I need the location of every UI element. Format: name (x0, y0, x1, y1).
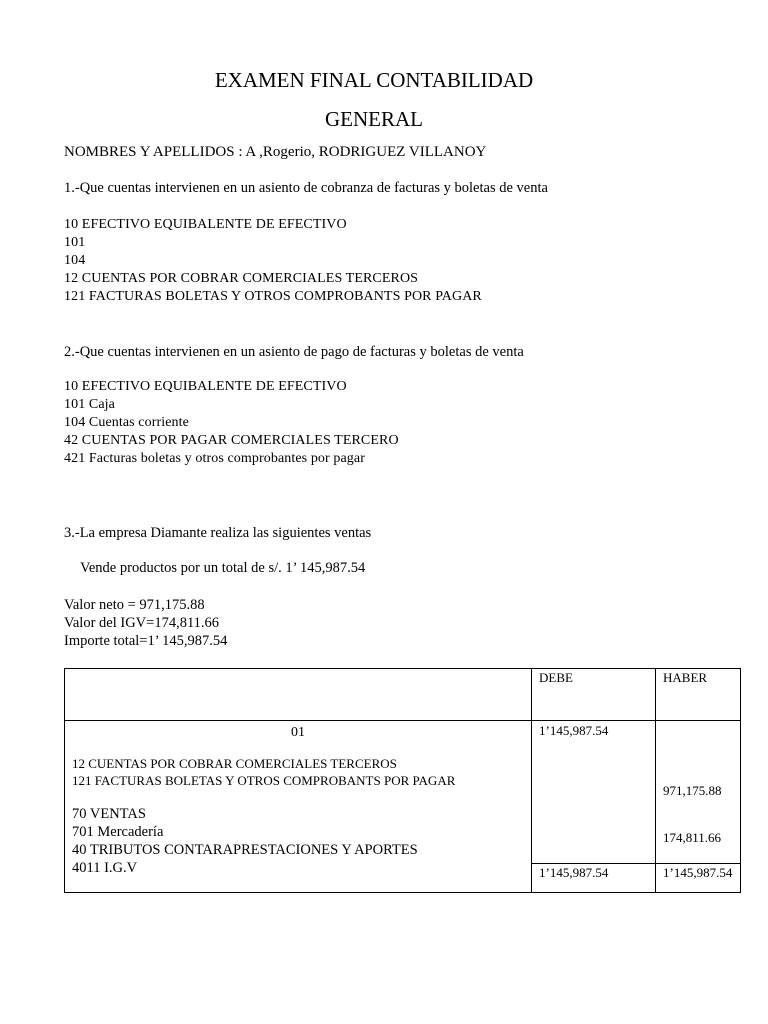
ledger-header-debe (532, 669, 656, 721)
debe-cell (532, 721, 656, 864)
haber-ventas-amount: 971,175.88 (663, 783, 722, 798)
q2-line: 101 Caja (64, 397, 115, 412)
q2-question: 2.-Que cuentas intervienen en un asiento de pago de facturas y boletas de venta (64, 344, 524, 360)
total-haber-cell (656, 863, 741, 892)
ledger-accounts-cell (65, 721, 532, 893)
total-haber-amount: 1’145,987.54 (663, 864, 733, 880)
haber-cell (656, 721, 741, 864)
q2-line: 10 EFECTIVO EQUIBALENTE DE EFECTIVO (64, 379, 347, 394)
q1-line: 104 (64, 253, 86, 268)
debe-amount: 1’145,987.54 (539, 723, 609, 738)
q2-line: 104 Cuentas corriente (64, 415, 189, 430)
q3-sale: Vende productos por un total de s/. 1’ 145,987.54 (80, 560, 366, 576)
ledger-table (64, 668, 741, 893)
q3-valor-neto: Valor neto = 971,175.88 (64, 597, 205, 613)
q2-line: 421 Facturas boletas y otros comprobantes por pagar (64, 451, 365, 466)
haber-igv-amount: 174,811.66 (663, 830, 722, 845)
debe-label: DEBE (539, 670, 573, 685)
ledger-header-haber (656, 669, 741, 721)
q1-question: 1.-Que cuentas intervienen en un asiento de cobranza de facturas y boletas de venta (64, 180, 548, 196)
haber-label: HABER (663, 670, 708, 685)
student-name: NOMBRES Y APELLIDOS : A ,Rogerio, RODRIGUEZ VILLANOY (64, 144, 487, 160)
ledger-header-empty (65, 669, 532, 721)
q1-line: 101 (64, 235, 86, 250)
q3-importe-total: Importe total=1’ 145,987.54 (64, 633, 228, 649)
entry-number: 01 (291, 725, 305, 740)
q1-answer (64, 216, 482, 306)
q3-valor-igv: Valor del IGV=174,811.66 (64, 615, 220, 631)
exam-title-line1: EXAMEN FINAL CONTABILIDAD (214, 68, 534, 92)
q1-line: 10 EFECTIVO EQUIBALENTE DE EFECTIVO (64, 217, 347, 232)
account-40: 40 TRIBUTOS CONTARAPRESTACIONES Y APORTES (72, 842, 418, 858)
q2-answer (64, 378, 399, 468)
ledger-entry-row (65, 721, 741, 864)
total-debe-cell (532, 863, 656, 892)
ledger-header-row (65, 669, 741, 721)
account-12: 12 CUENTAS POR COBRAR COMERCIALES TERCEROS (72, 756, 397, 771)
account-70: 70 VENTAS (72, 806, 146, 822)
total-debe-amount: 1’145,987.54 (539, 864, 609, 880)
q3-question: 3.-La empresa Diamante realiza las siguientes ventas (64, 525, 372, 541)
q2-line: 42 CUENTAS POR PAGAR COMERCIALES TERCERO (64, 433, 399, 448)
exam-title-line2: GENERAL (325, 107, 423, 131)
account-701: 701 Mercadería (72, 824, 164, 840)
account-121: 121 FACTURAS BOLETAS Y OTROS COMPROBANTS POR PAGAR (72, 773, 456, 788)
account-4011: 4011 I.G.V (72, 860, 138, 876)
q1-line: 12 CUENTAS POR COBRAR COMERCIALES TERCEROS (64, 271, 419, 286)
q1-line: 121 FACTURAS BOLETAS Y OTROS COMPROBANTS POR PAGAR (64, 289, 482, 304)
